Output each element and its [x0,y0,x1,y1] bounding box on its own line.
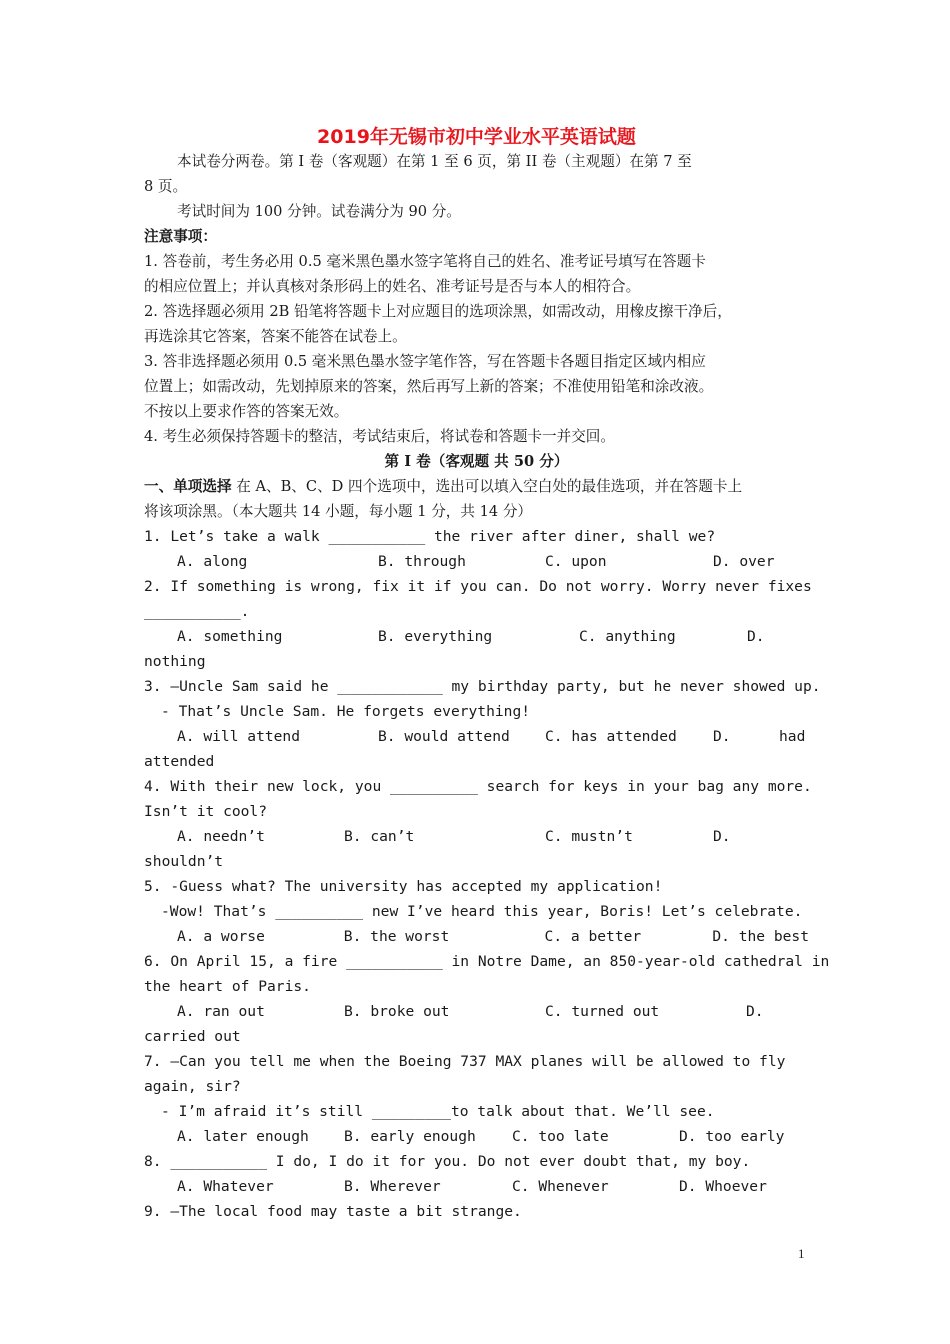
page-title: 2019年无锡市初中学业水平英语试题 [317,126,636,148]
option-b: B. can’t [344,828,415,845]
question-options [144,624,809,649]
option-c: C. Whenever [512,1178,609,1195]
option-a: A. Whatever [177,1178,274,1195]
question-stem: 1. Let’s take a walk ___________ the river after diner, shall we? [144,528,716,545]
option-d: D. [747,628,765,645]
question-stem: 5. -Guess what? The university has accepted my application! [144,878,663,895]
notice-line: 的相应位置上；并认真核对条形码上的姓名、准考证号是否与本人的相符合。 [144,278,641,295]
option-c: C. has attended [545,728,677,745]
option-d-continued: carried out [144,1028,241,1045]
option-c: C. anything [579,628,676,645]
question-options [144,549,809,574]
option-c: C. too late [512,1128,609,1145]
question-stem: - That’s Uncle Sam. He forgets everything! [161,703,531,720]
section-label: 一、单项选择 [144,478,232,495]
option-c: C. a better [544,928,642,945]
option-d-text: had [779,728,806,745]
intro-line: 考试时间为 100 分钟。试卷满分为 90 分。 [177,203,461,220]
question-options [144,724,809,749]
question-options [144,824,809,849]
option-a: A. ran out [177,1003,265,1020]
option-b: B. the worst [343,928,450,945]
option-a: A. later enough [177,1128,309,1145]
question-stem: - I’m afraid it’s still _________to talk about that. We’ll see. [161,1103,715,1120]
option-b: B. through [378,553,466,570]
option-d: D. too early [679,1128,785,1145]
option-a: A. along [177,553,248,570]
question-stem: 9. –The local food may taste a bit strange. [144,1203,522,1220]
option-d: D. over [713,553,775,570]
question-stem: 4. With their new lock, you __________ search for keys in your bag any more. [144,778,812,795]
option-b: B. early enough [344,1128,476,1145]
notice-line: 4. 考生必须保持答题卡的整洁，考试结束后，将试卷和答题卡一并交回。 [144,428,615,445]
page-number: 1 [798,1246,805,1261]
question-stem: -Wow! That’s __________ new I’ve heard this year, Boris! Let’s celebrate. [161,903,803,920]
question-stem: 3. –Uncle Sam said he ____________ my birthday party, but he never showed up. [144,678,821,695]
section-instruction-line: 将该项涂黑。（本大题共 14 小题，每小题 1 分，共 14 分） [144,503,533,520]
question-options [144,999,809,1024]
option-d: D. [713,828,731,845]
question-stem: 7. –Can you tell me when the Boeing 737 MAX planes will be allowed to fly [144,1053,786,1070]
option-b: B. broke out [344,1003,450,1020]
option-c: C. turned out [545,1003,660,1020]
question-options [144,924,809,949]
option-b: B. Wherever [344,1178,441,1195]
option-b: B. everything [378,628,493,645]
option-d: D. [713,728,731,745]
notice-line: 3. 答非选择题必须用 0.5 毫米黑色墨水签字笔作答，写在答题卡各题目指定区域内相应 [144,353,706,370]
section-instruction [144,474,809,499]
option-d-continued: attended [144,753,215,770]
option-d-continued: nothing [144,653,206,670]
question-stem: Isn’t it cool? [144,803,268,820]
question-stem: again, sir? [144,1078,241,1095]
option-a: A. will attend [177,728,301,745]
option-d: D. Whoever [679,1178,767,1195]
question-options [144,1174,809,1199]
option-d: D. [746,1003,764,1020]
notice-line: 1. 答卷前，考生务必用 0.5 毫米黑色墨水签字笔将自己的姓名、准考证号填写在答题卡 [144,253,706,270]
page-content [144,124,830,1224]
option-c: C. mustn’t [545,828,633,845]
option-a: A. something [177,628,283,645]
question-options [144,1124,809,1149]
question-stem: the heart of Paris. [144,978,311,995]
notice-heading: 注意事项： [144,228,217,245]
question-stem: 8. ___________ I do, I do it for you. Do not ever doubt that, my boy. [144,1153,751,1170]
intro-line: 本试卷分两卷。第 I 卷（客观题）在第 1 至 6 页，第 II 卷（主观题）在第 7 至 [177,153,692,170]
option-a: A. needn’t [177,828,265,845]
question-stem: 6. On April 15, a fire ___________ in Notre Dame, an 850-year-old cathedral in [144,953,830,970]
question-stem: ___________. [144,603,250,620]
option-c: C. upon [545,553,607,570]
notice-line: 位置上；如需改动，先划掉原来的答案，然后再写上新的答案；不准使用铅笔和涂改液。 [144,378,714,395]
section-instruction-text: 在 A、B、C、D 四个选项中，选出可以填入空白处的最佳选项，并在答题卡上 [236,478,743,495]
option-d-continued: shouldn’t [144,853,224,870]
notice-line: 不按以上要求作答的答案无效。 [144,403,349,420]
intro-line: 8 页。 [144,178,188,195]
notice-line: 2. 答选择题必须用 2B 铅笔将答题卡上对应题目的选项涂黑，如需改动，用橡皮擦干净后， [144,303,732,320]
question-stem: 2. If something is wrong, fix it if you can. Do not worry. Worry never fixes [144,578,812,595]
option-a: A. a worse [177,928,265,945]
part-heading: 第 I 卷（客观题 共 50 分） [384,453,569,470]
option-d: D. the best [712,928,809,945]
option-b: B. would attend [378,728,510,745]
notice-line: 再选涂其它答案，答案不能答在试卷上。 [144,328,407,345]
